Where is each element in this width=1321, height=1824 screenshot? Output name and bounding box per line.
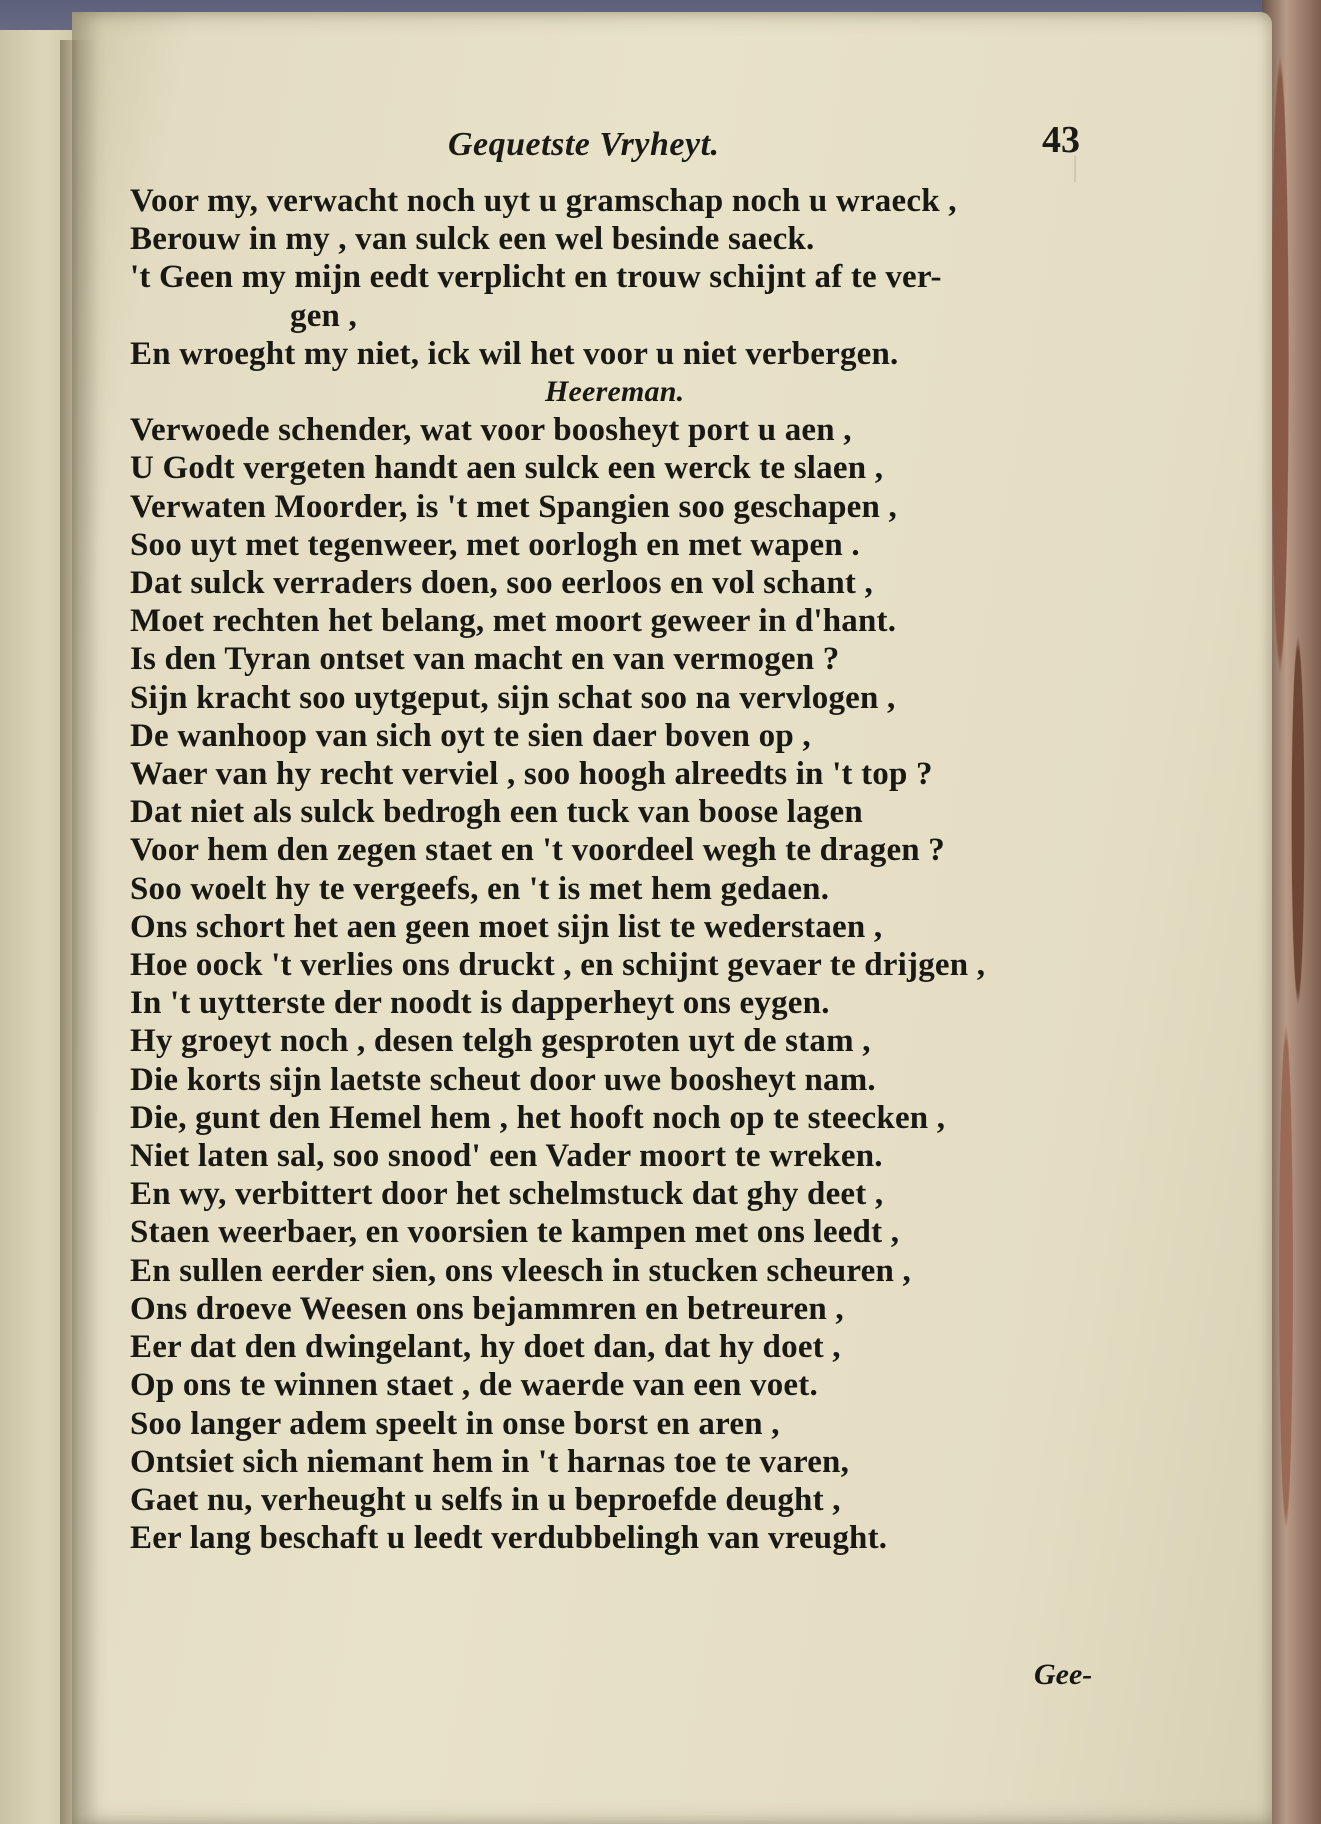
verse-line: Hoe oock 't verlies ons druckt , en schijnt gevaer te drijgen , bbox=[130, 947, 986, 984]
speaker-name: Heereman. bbox=[545, 375, 685, 409]
verse-line-continuation: gen , bbox=[290, 297, 357, 334]
verse-line: Gaet nu, verheught u selfs in u beproefde deught , bbox=[130, 1481, 841, 1518]
verse-line: Berouw in my , van sulck een wel besinde saeck. bbox=[130, 221, 815, 258]
verse-line: Staen weerbaer, en voorsien te kampen met ons leedt , bbox=[130, 1214, 900, 1251]
verse-line: Dat niet als sulck bedrogh een tuck van boose lagen bbox=[130, 794, 863, 831]
running-title: Gequetste Vryheyt. bbox=[448, 126, 720, 163]
verse-line: Soo woelt hy te vergeefs, en 't is met hem gedaen. bbox=[130, 870, 830, 907]
verse-line: Soo uyt met tegenweer, met oorlogh en met wapen . bbox=[130, 526, 860, 563]
verse-line: De wanhoop van sich oyt te sien daer boven op , bbox=[130, 717, 811, 754]
verse-line: Is den Tyran ontset van macht en van vermogen ? bbox=[130, 641, 840, 678]
verse-line: En sullen eerder sien, ons vleesch in stucken scheuren , bbox=[130, 1252, 911, 1289]
verse-line: In 't uytterste der noodt is dapperheyt ons eygen. bbox=[130, 985, 830, 1022]
spine-shadow bbox=[60, 40, 100, 1824]
verse-line: Die korts sijn laetste scheut door uwe boosheyt nam. bbox=[130, 1061, 876, 1098]
page-number: 43 bbox=[1042, 119, 1080, 161]
catchword: Gee- bbox=[1034, 1658, 1093, 1691]
verse-line: Hy groeyt noch , desen telgh gesproten uyt de stam , bbox=[130, 1023, 871, 1060]
verse-line: Voor my, verwacht noch uyt u gramschap noch u wraeck , bbox=[130, 183, 957, 219]
verse-line: Niet laten sal, soo snood' een Vader moort te wreken. bbox=[130, 1138, 883, 1175]
verse-line: Verwaten Moorder, is 't met Spangien soo geschapen , bbox=[130, 488, 897, 525]
verse-line: Moet rechten het belang, met moort geweer in d'hant. bbox=[130, 603, 897, 640]
verse-line: Ons droeve Weesen ons bejammren en betreuren , bbox=[130, 1290, 844, 1327]
page-header bbox=[370, 119, 1120, 182]
show-through-mark: | bbox=[1072, 152, 1079, 183]
verse-line: Die, gunt den Hemel hem , het hooft noch op te steecken , bbox=[130, 1099, 946, 1136]
verse-line: Soo langer adem speelt in onse borst en aren , bbox=[130, 1405, 780, 1442]
verse-line: Verwoede schender, wat voor boosheyt port u aen , bbox=[130, 412, 852, 449]
verse-line: Eer dat den dwingelant, hy doet dan, dat hy doet , bbox=[130, 1329, 841, 1366]
verse-line: U Godt vergeten handt aen sulck een werck te slaen , bbox=[130, 450, 884, 487]
verse-line: Op ons te winnen staet , de waerde van een voet. bbox=[130, 1367, 818, 1404]
verse-line: Waer van hy recht verviel , soo hoogh alreedts in 't top ? bbox=[130, 756, 933, 793]
verse-line: En wroeght my niet, ick wil het voor u niet verbergen. bbox=[130, 335, 899, 372]
verse-text bbox=[130, 182, 1110, 1557]
verse-line: En wy, verbittert door het schelmstuck dat ghy deet , bbox=[130, 1176, 884, 1213]
verse-line: Sijn kracht soo uytgeput, sijn schat soo na vervlogen , bbox=[130, 679, 896, 716]
verse-line: Ontsiet sich niemant hem in 't harnas toe te varen, bbox=[130, 1443, 850, 1480]
verse-line: Ons schort het aen geen moet sijn list te wederstaen , bbox=[130, 908, 883, 945]
verse-line: Eer lang beschaft u leedt verdubbelingh van vreught. bbox=[130, 1520, 888, 1557]
verse-line: Dat sulck verraders doen, soo eerloos en vol schant , bbox=[130, 565, 873, 602]
verse-line: Voor hem den zegen staet en 't voordeel wegh te dragen ? bbox=[130, 832, 945, 869]
verse-line: 't Geen my mijn eedt verplicht en trouw schijnt af te ver- bbox=[130, 259, 942, 296]
